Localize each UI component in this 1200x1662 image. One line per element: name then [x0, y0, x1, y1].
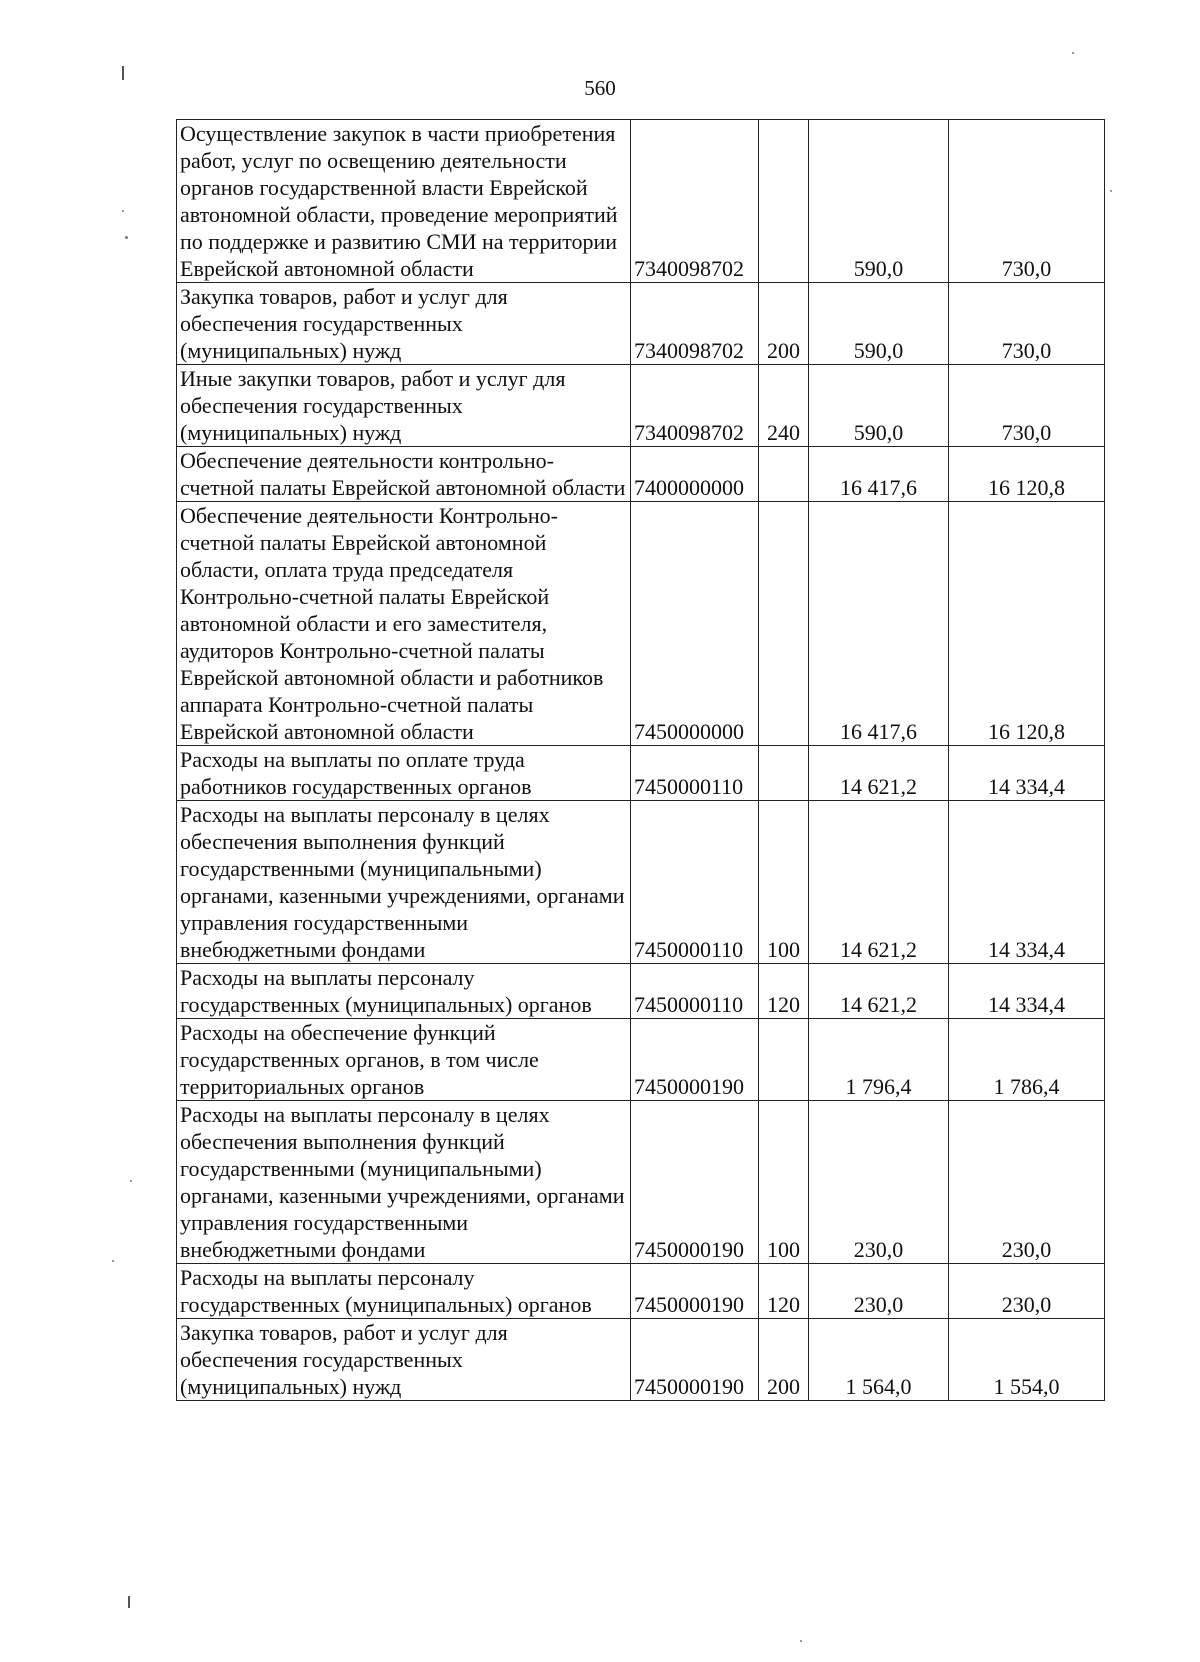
table-row — [177, 283, 1105, 365]
scan-margin-mark — [122, 66, 124, 80]
amount-year2-cell: 230,0 — [949, 1264, 1105, 1319]
amount-year2-cell: 730,0 — [949, 365, 1105, 447]
amount-year2-cell: 230,0 — [949, 1101, 1105, 1264]
scan-speck — [125, 236, 128, 239]
amount-year1-cell: 230,0 — [809, 1264, 949, 1319]
target-article-code-cell: 7450000110 — [631, 964, 759, 1019]
table-row — [177, 1319, 1105, 1401]
expense-type-code-cell: 200 — [759, 283, 809, 365]
table-row — [177, 746, 1105, 801]
budget-table — [176, 119, 1105, 1401]
target-article-code-cell: 7450000190 — [631, 1319, 759, 1401]
amount-year1-cell: 14 621,2 — [809, 801, 949, 964]
expense-type-code-cell — [759, 502, 809, 746]
expense-type-code-cell — [759, 120, 809, 283]
expense-type-code-cell: 120 — [759, 964, 809, 1019]
scan-speck — [1072, 52, 1074, 54]
expense-name-cell: Обеспечение деятельности Контрольно-счетной палаты Еврейской автономной области, оплата труда председателя Контрольно-счетной палаты Еврейской автономной области и его заместителя, аудиторов Контрольно-счетной палаты Еврейской автономной области и работников аппарата Контрольно-счетной палаты Еврейской автономной области — [177, 502, 631, 746]
table-row — [177, 1264, 1105, 1319]
table-row — [177, 120, 1105, 283]
amount-year2-cell: 14 334,4 — [949, 801, 1105, 964]
target-article-code-cell: 7450000190 — [631, 1101, 759, 1264]
amount-year1-cell: 230,0 — [809, 1101, 949, 1264]
scan-speck — [800, 1640, 802, 1642]
expense-name-cell: Закупка товаров, работ и услуг для обеспечения государственных (муниципальных) нужд — [177, 283, 631, 365]
expense-type-code-cell — [759, 746, 809, 801]
expense-name-cell: Расходы на обеспечение функций государственных органов, в том числе территориальных органов — [177, 1019, 631, 1101]
expense-type-code-cell: 120 — [759, 1264, 809, 1319]
budget-table-body — [177, 120, 1105, 1401]
amount-year1-cell: 590,0 — [809, 283, 949, 365]
expense-name-cell: Иные закупки товаров, работ и услуг для обеспечения государственных (муниципальных) нужд — [177, 365, 631, 447]
expense-name-cell: Расходы на выплаты по оплате труда работников государственных органов — [177, 746, 631, 801]
table-row — [177, 502, 1105, 746]
scan-speck — [130, 1180, 132, 1182]
amount-year1-cell: 16 417,6 — [809, 447, 949, 502]
target-article-code-cell: 7450000190 — [631, 1264, 759, 1319]
amount-year2-cell: 730,0 — [949, 283, 1105, 365]
page-number: 560 — [584, 76, 616, 100]
target-article-code-cell: 7340098702 — [631, 365, 759, 447]
amount-year1-cell: 1 564,0 — [809, 1319, 949, 1401]
amount-year2-cell: 14 334,4 — [949, 746, 1105, 801]
target-article-code-cell: 7450000110 — [631, 801, 759, 964]
table-row — [177, 447, 1105, 502]
expense-type-code-cell — [759, 1019, 809, 1101]
target-article-code-cell: 7450000190 — [631, 1019, 759, 1101]
target-article-code-cell: 7340098702 — [631, 120, 759, 283]
scan-speck — [112, 1260, 114, 1262]
amount-year2-cell: 16 120,8 — [949, 502, 1105, 746]
amount-year2-cell: 14 334,4 — [949, 964, 1105, 1019]
table-row — [177, 1019, 1105, 1101]
expense-type-code-cell — [759, 447, 809, 502]
scan-margin-mark — [128, 1596, 130, 1608]
expense-type-code-cell: 100 — [759, 801, 809, 964]
target-article-code-cell: 7450000110 — [631, 746, 759, 801]
expense-type-code-cell: 200 — [759, 1319, 809, 1401]
scan-speck — [122, 210, 124, 212]
amount-year1-cell: 590,0 — [809, 120, 949, 283]
expense-name-cell: Расходы на выплаты персоналу государственных (муниципальных) органов — [177, 964, 631, 1019]
target-article-code-cell: 7450000000 — [631, 502, 759, 746]
expense-name-cell: Обеспечение деятельности контрольно-счетной палаты Еврейской автономной области — [177, 447, 631, 502]
amount-year1-cell: 1 796,4 — [809, 1019, 949, 1101]
amount-year2-cell: 1 554,0 — [949, 1319, 1105, 1401]
expense-name-cell: Расходы на выплаты персоналу государственных (муниципальных) органов — [177, 1264, 631, 1319]
expense-name-cell: Расходы на выплаты персоналу в целях обеспечения выполнения функций государственными (муниципальными) органами, казенными учреждениями, органами управления государственными внебюджетными фондами — [177, 801, 631, 964]
expense-type-code-cell: 100 — [759, 1101, 809, 1264]
amount-year1-cell: 14 621,2 — [809, 746, 949, 801]
table-row — [177, 964, 1105, 1019]
expense-name-cell: Расходы на выплаты персоналу в целях обеспечения выполнения функций государственными (муниципальными) органами, казенными учреждениями, органами управления государственными внебюджетными фондами — [177, 1101, 631, 1264]
amount-year1-cell: 16 417,6 — [809, 502, 949, 746]
amount-year2-cell: 1 786,4 — [949, 1019, 1105, 1101]
amount-year2-cell: 16 120,8 — [949, 447, 1105, 502]
table-row — [177, 1101, 1105, 1264]
target-article-code-cell: 7400000000 — [631, 447, 759, 502]
amount-year2-cell: 730,0 — [949, 120, 1105, 283]
scan-speck — [1110, 190, 1112, 192]
table-row — [177, 365, 1105, 447]
amount-year1-cell: 14 621,2 — [809, 964, 949, 1019]
expense-type-code-cell: 240 — [759, 365, 809, 447]
amount-year1-cell: 590,0 — [809, 365, 949, 447]
expense-name-cell: Осуществление закупок в части приобретения работ, услуг по освещению деятельности органов государственной власти Еврейской автономной области, проведение мероприятий по поддержке и развитию СМИ на территории Еврейской автономной области — [177, 120, 631, 283]
target-article-code-cell: 7340098702 — [631, 283, 759, 365]
table-row — [177, 801, 1105, 964]
expense-name-cell: Закупка товаров, работ и услуг для обеспечения государственных (муниципальных) нужд — [177, 1319, 631, 1401]
